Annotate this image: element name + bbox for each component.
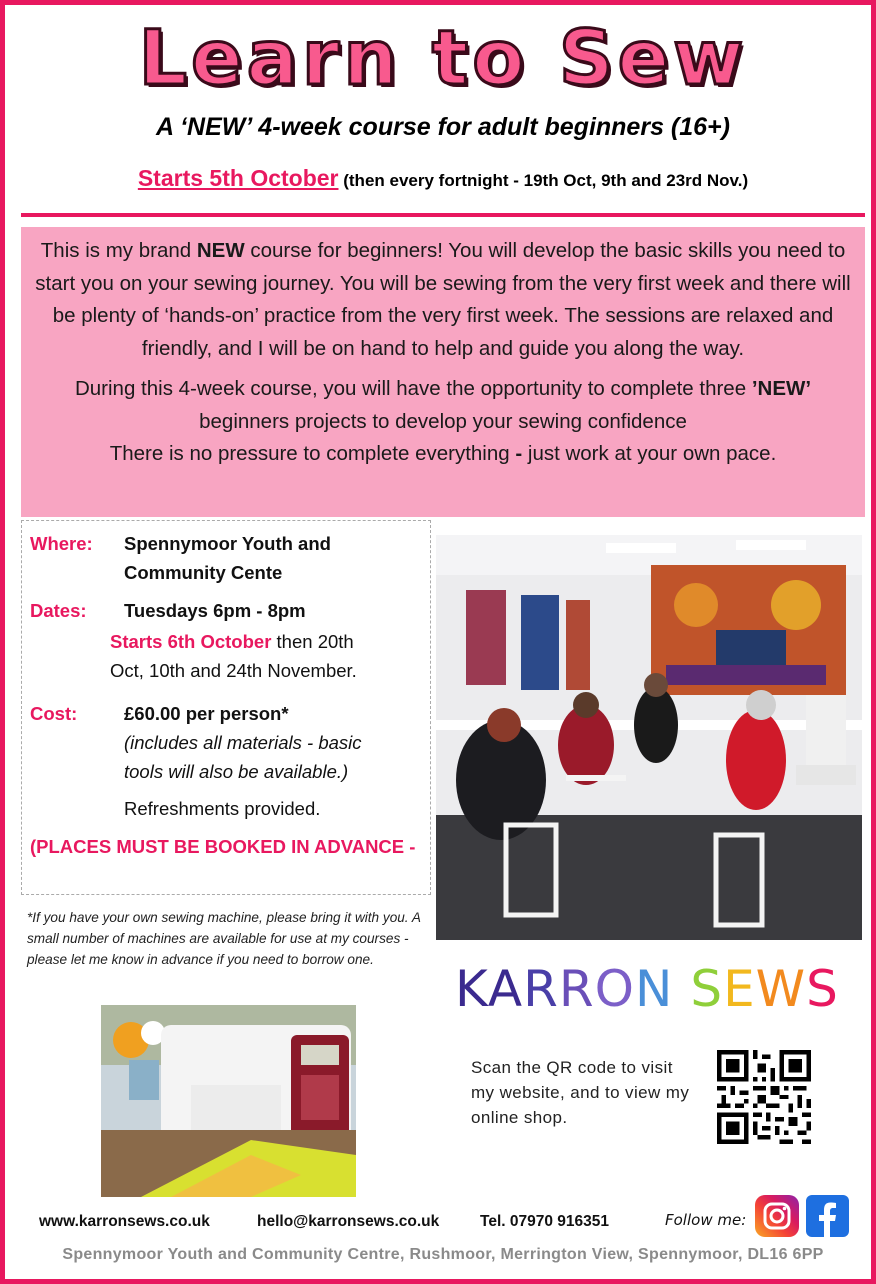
brand-letter: R xyxy=(523,960,559,1018)
where-line-1: Spennymoor Youth and xyxy=(124,533,331,554)
intro-paragraph-1 xyxy=(31,235,855,365)
facebook-glyph xyxy=(806,1195,849,1237)
where-label: Where: xyxy=(30,533,93,554)
brand-logo xyxy=(455,960,839,1018)
intro-text: course for beginners! You will develop the basic skills you need to start you on your sewing journey. You will be sewing from the very first week and there will be plenty of ‘hands-on’ practice from the very first week. The sessions are relaxed and friendly, and I will be on hand to help and guide you along the way. xyxy=(35,239,851,360)
brand-letter: S xyxy=(690,960,724,1018)
dates-value: Tuesdays 6pm - 8pm xyxy=(124,600,306,621)
class-photo-image xyxy=(436,535,862,940)
instagram-glyph xyxy=(755,1195,799,1237)
brand-letter: N xyxy=(635,960,674,1018)
divider-rule xyxy=(21,213,865,217)
cost-note-2: tools will also be available.) xyxy=(124,761,349,782)
cost-row xyxy=(30,699,422,823)
brand-letter: K xyxy=(455,960,488,1018)
intro-box xyxy=(21,227,865,517)
facebook-icon[interactable] xyxy=(806,1195,849,1237)
intro-text: just work at your own pace. xyxy=(522,442,777,465)
dates-row xyxy=(30,596,422,685)
brand-letter xyxy=(673,960,690,1018)
start-date-details: (then every fortnight - 19th Oct, 9th and 23rd Nov.) xyxy=(343,171,749,190)
brand-letter: E xyxy=(723,960,756,1018)
intro-paragraph-2 xyxy=(31,373,855,471)
intro-highlight: ’NEW’ xyxy=(751,377,812,400)
intro-highlight: - xyxy=(515,442,523,465)
email-link[interactable]: hello@karronsews.co.uk xyxy=(257,1213,440,1230)
dates-rest-2: Oct, 10th and 24th November. xyxy=(110,660,357,681)
sewing-machine-photo xyxy=(101,1005,356,1197)
intro-text: During this 4-week course, you will have the opportunity to complete three xyxy=(74,377,752,400)
brand-letter: W xyxy=(755,960,807,1018)
refreshments-text: Refreshments provided. xyxy=(124,798,321,819)
cost-value: £60.00 per person* xyxy=(124,703,289,724)
sewing-machine-image xyxy=(101,1005,356,1197)
cost-note-1: (includes all materials - basic xyxy=(124,732,362,753)
brand-letter: R xyxy=(558,960,595,1018)
intro-text: beginners projects to develop your sewing confidence xyxy=(199,409,687,433)
qr-code-icon xyxy=(717,1050,811,1144)
poster-title: Learn to Sew xyxy=(138,13,748,102)
qr-instructions: Scan the QR code to visit my website, and to view my online shop. xyxy=(471,1058,690,1127)
intro-text: There is no pressure to complete everything xyxy=(109,442,516,465)
intro-text: This is my brand xyxy=(40,239,197,262)
dates-label: Dates: xyxy=(30,600,87,621)
where-row xyxy=(30,529,422,587)
follow-label: Follow me: xyxy=(665,1211,747,1229)
dates-rest-1: then 20th xyxy=(271,631,354,652)
booking-warning: (PLACES MUST BE BOOKED IN ADVANCE - xyxy=(30,836,416,857)
dates-starts: Starts 6th October xyxy=(110,631,272,652)
where-line-2: Community Cente xyxy=(124,562,283,583)
start-date-link[interactable]: Starts 5th October xyxy=(137,165,339,191)
brand-letter: A xyxy=(487,960,524,1018)
qr-code[interactable] xyxy=(717,1050,811,1144)
dates-detail xyxy=(110,627,422,656)
poster-subtitle: A ‘NEW’ 4-week course for adult beginners (16+) xyxy=(156,113,730,141)
instagram-icon[interactable] xyxy=(755,1195,799,1237)
course-info-box xyxy=(21,520,431,895)
machine-footnote: *If you have your own sewing machine, please bring it with you. A small number of machines are available for use at my courses - please let me know in advance if you need to borrow one. xyxy=(27,910,421,967)
brand-letter: O xyxy=(594,960,635,1018)
venue-address: Spennymoor Youth and Community Centre, Rushmoor, Merrington View, Spennymoor, DL16 6PP xyxy=(62,1246,824,1263)
intro-highlight: NEW xyxy=(196,239,245,262)
brand-letter: S xyxy=(806,960,839,1018)
website-link[interactable]: www.karronsews.co.uk xyxy=(39,1213,210,1230)
start-date-line xyxy=(5,165,876,192)
cost-label: Cost: xyxy=(30,703,78,724)
telephone: Tel. 07970 916351 xyxy=(480,1213,609,1230)
class-photo xyxy=(436,535,862,940)
